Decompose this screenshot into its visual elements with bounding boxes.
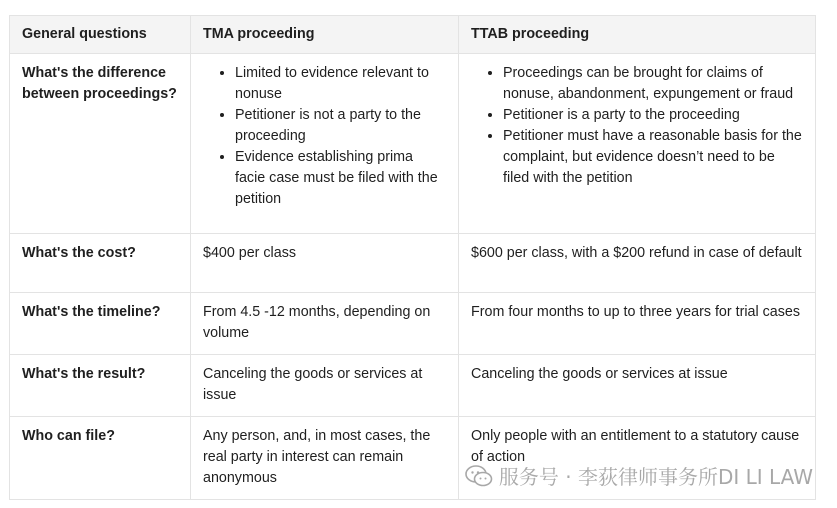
comparison-table: [9, 15, 816, 500]
tma-cell: [191, 54, 459, 234]
tma-cell: Any person, and, in most cases, the real party in interest can remain anonymous: [191, 417, 459, 500]
ttab-cell: Only people with an entitlement to a statutory cause of action: [459, 417, 816, 500]
tma-bullet-list: [203, 63, 446, 210]
ttab-cell: $600 per class, with a $200 refund in case of default: [459, 234, 816, 293]
list-item: • Petitioner is not a party to the proceeding: [235, 105, 446, 147]
tma-cell: From 4.5 -12 months, depending on volume: [191, 293, 459, 355]
table-row: [10, 293, 816, 355]
table-row: [10, 54, 816, 234]
list-item: • Petitioner is a party to the proceeding: [503, 105, 803, 126]
table-row: [10, 234, 816, 293]
header-ttab-proceeding: TTAB proceeding: [459, 16, 816, 54]
list-item: • Evidence establishing prima facie case must be filed with the petition: [235, 147, 446, 210]
question-cell: What's the difference between proceedings?: [10, 54, 191, 234]
ttab-bullet-list: [471, 63, 803, 189]
ttab-cell: [459, 54, 816, 234]
wechat-icon: [465, 465, 493, 487]
header-tma-proceeding: TMA proceeding: [191, 16, 459, 54]
header-general-questions: General questions: [10, 16, 191, 54]
question-cell: What's the cost?: [10, 234, 191, 293]
question-cell: Who can file?: [10, 417, 191, 500]
list-item: • Limited to evidence relevant to nonuse: [235, 63, 446, 105]
ttab-cell: From four months to up to three years for trial cases: [459, 293, 816, 355]
ttab-cell: Canceling the goods or services at issue: [459, 355, 816, 417]
watermark: [465, 461, 813, 490]
list-item: • Proceedings can be brought for claims of nonuse, abandonment, expungement or fraud: [503, 63, 803, 105]
question-cell: What's the result?: [10, 355, 191, 417]
tma-cell: Canceling the goods or services at issue: [191, 355, 459, 417]
tma-cell: $400 per class: [191, 234, 459, 293]
watermark-text: 服务号 · 李荻律师事务所DI LI LAW: [498, 465, 813, 489]
list-item: • Petitioner must have a reasonable basis for the complaint, but evidence doesn’t need to be filed with the petition: [503, 126, 803, 189]
header-row: [10, 16, 816, 54]
table-row: [10, 355, 816, 417]
question-cell: What's the timeline?: [10, 293, 191, 355]
